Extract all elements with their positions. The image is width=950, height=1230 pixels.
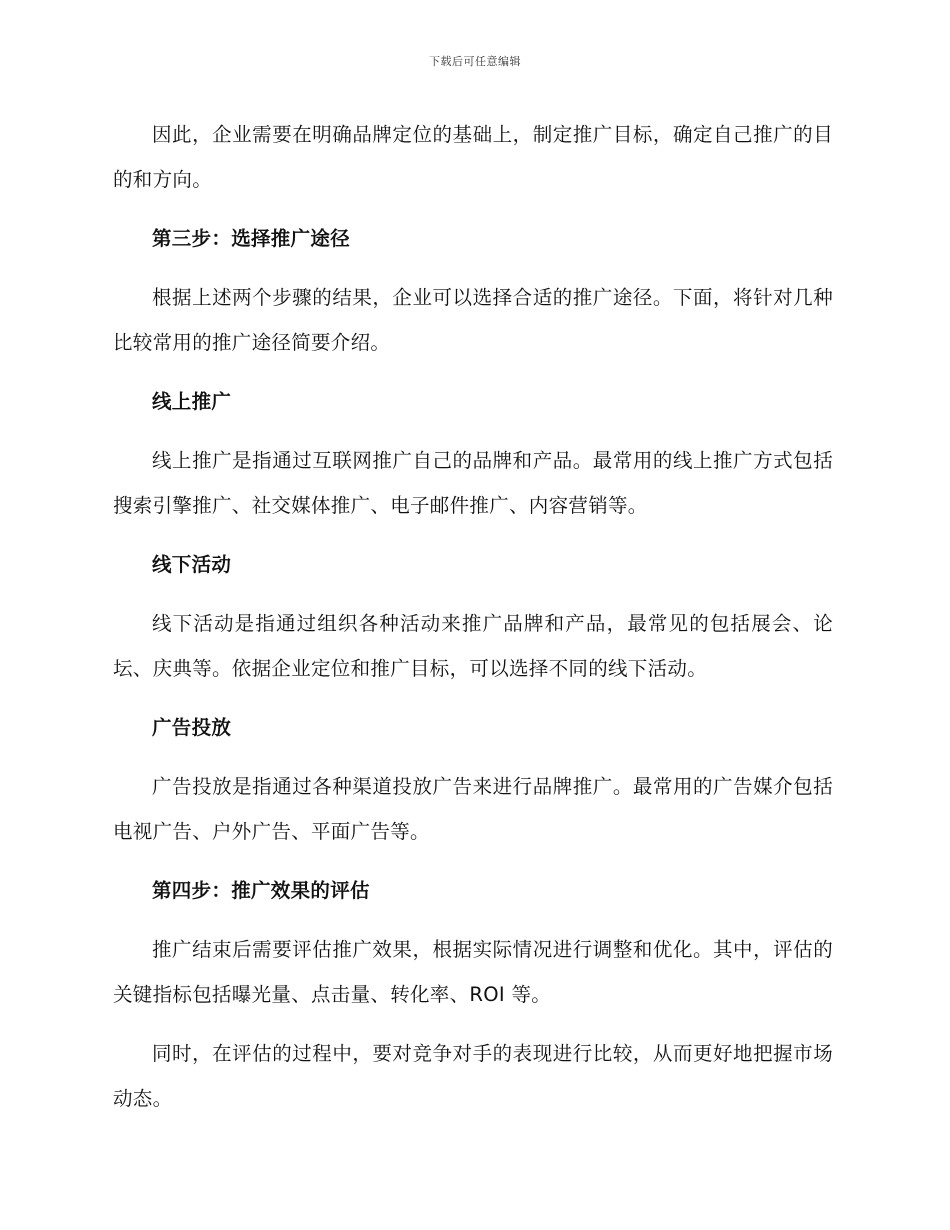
paragraph-evaluation: 推广结束后需要评估推广效果，根据实际情况进行调整和优化。其中，评估的关键指标包括曝光量、点击量、转化率、ROI 等。 xyxy=(113,938,833,1006)
section-heading-step3: 第三步：选择推广途径 xyxy=(152,227,351,250)
spacer xyxy=(113,202,833,216)
section-heading-step4: 第四步：推广效果的评估 xyxy=(152,879,370,902)
paragraph-online: 线上推广是指通过互联网推广自己的品牌和产品。最常用的线上推广方式包括搜索引擎推广、社交媒体推广、电子邮件推广、内容营销等。 xyxy=(113,449,833,517)
spacer xyxy=(113,750,833,764)
section-heading-online: 线上推广 xyxy=(152,390,232,413)
spacer xyxy=(113,424,833,438)
section-heading-offline: 线下活动 xyxy=(152,553,232,576)
spacer xyxy=(113,854,833,868)
spacer xyxy=(113,528,833,542)
page-header-note: 下载后可任意编辑 xyxy=(429,55,521,68)
document-body xyxy=(113,112,833,1121)
section-heading-ads: 广告投放 xyxy=(152,716,232,739)
paragraph-offline: 线下活动是指通过组织各种活动来推广品牌和产品，最常见的包括展会、论坛、庆典等。依据企业定位和推广目标，可以选择不同的线下活动。 xyxy=(113,612,833,680)
spacer xyxy=(113,1017,833,1031)
paragraph-competition: 同时，在评估的过程中，要对竞争对手的表现进行比较，从而更好地把握市场动态。 xyxy=(113,1042,833,1110)
paragraph-channels: 根据上述两个步骤的结果，企业可以选择合适的推广途径。下面，将针对几种比较常用的推广途径简要介绍。 xyxy=(113,286,833,354)
spacer xyxy=(113,365,833,379)
paragraph-intro: 因此，企业需要在明确品牌定位的基础上，制定推广目标，确定自己推广的目的和方向。 xyxy=(113,123,833,191)
spacer xyxy=(113,691,833,705)
spacer xyxy=(113,587,833,601)
spacer xyxy=(113,261,833,275)
paragraph-ads: 广告投放是指通过各种渠道投放广告来进行品牌推广。最常用的广告媒介包括电视广告、户外广告、平面广告等。 xyxy=(113,775,833,843)
spacer xyxy=(113,913,833,927)
